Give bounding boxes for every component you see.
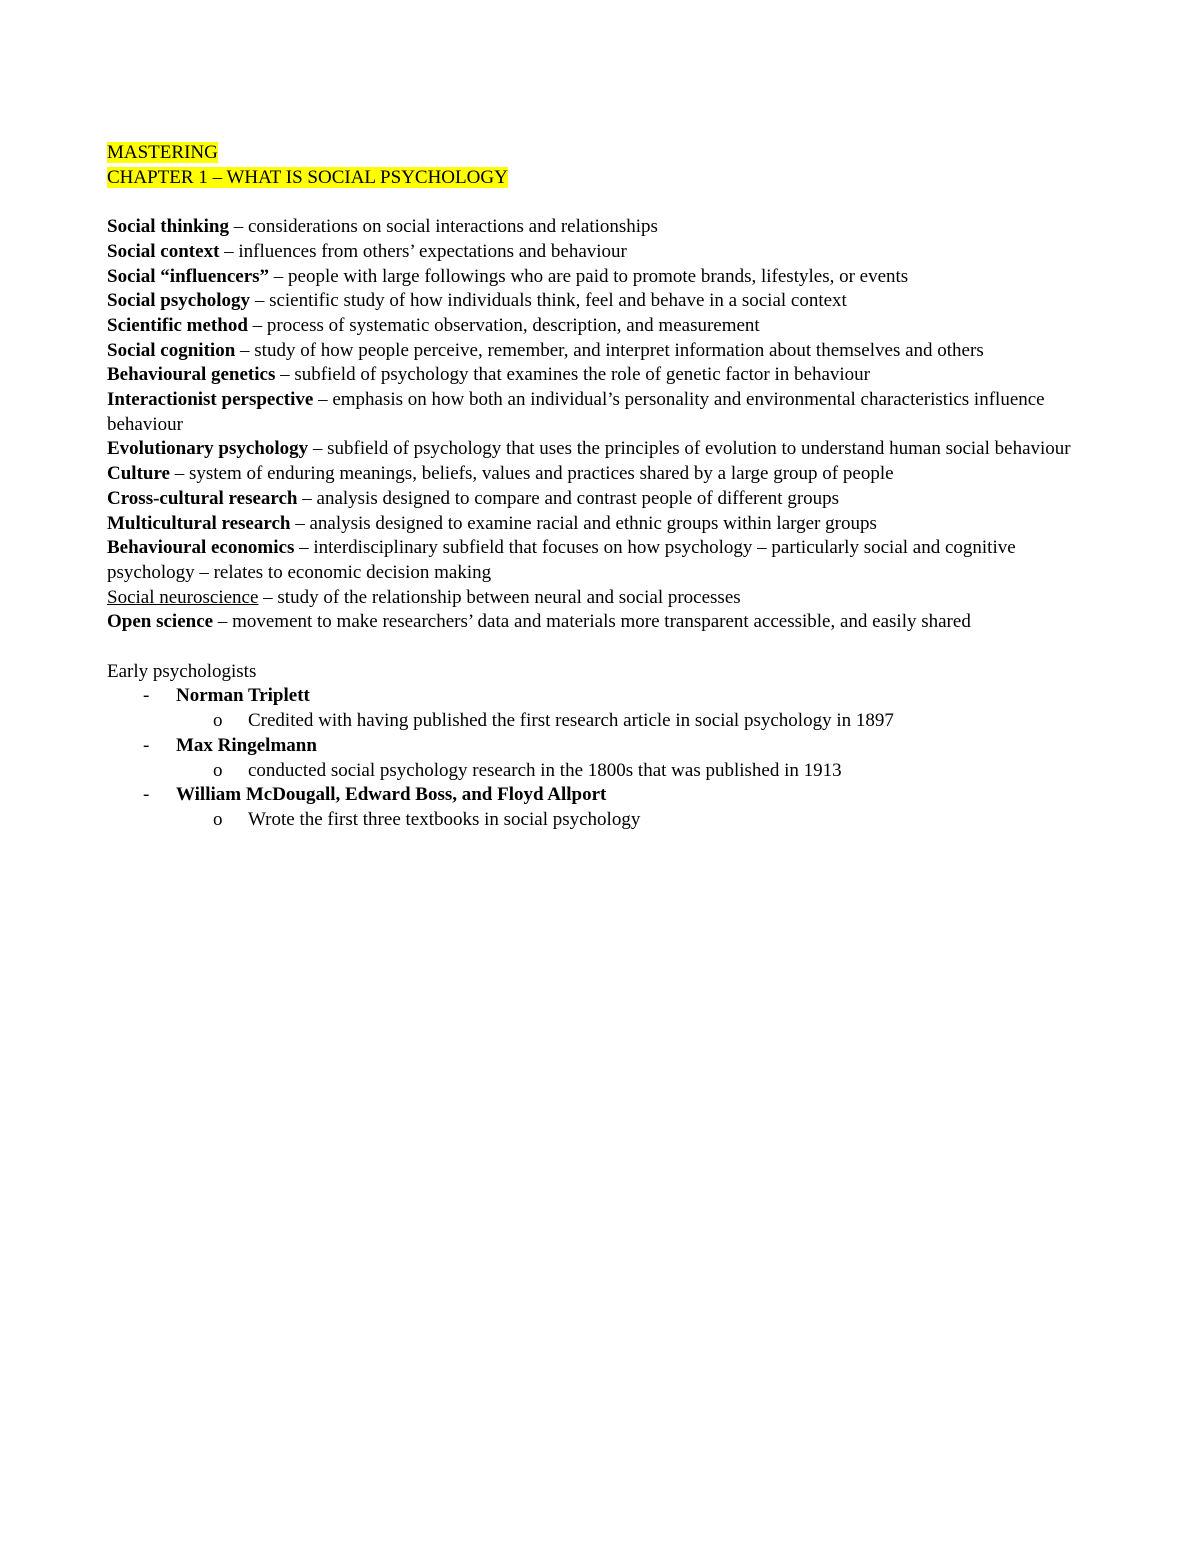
definition-text: subfield of psychology that examines the role of genetic factor in behaviour <box>294 364 870 386</box>
blank-line <box>107 635 1097 660</box>
list-item-person <box>107 783 1097 808</box>
definition-text: study of how people perceive, remember, and interpret information about themselves and others <box>254 339 984 361</box>
list-item-person <box>107 684 1097 709</box>
early-psychologists-title: Early psychologists <box>107 660 257 682</box>
definition-social-neuroscience <box>107 586 1097 611</box>
separator: – <box>224 240 239 262</box>
separator: – <box>312 438 328 460</box>
term: Multicultural research <box>107 512 291 534</box>
separator: – <box>235 339 255 361</box>
circle-bullet-icon: o <box>213 710 223 732</box>
person-name: Norman Triplett <box>176 685 310 707</box>
separator: – <box>213 611 233 633</box>
definition-text: subfield of psychology that uses the principles of evolution to understand human social behaviour <box>327 438 1071 460</box>
definition-behavioural-genetics <box>107 363 1097 388</box>
term: Social “influencers” <box>107 265 274 287</box>
definition-culture <box>107 462 1097 487</box>
definition-scientific-method <box>107 314 1097 339</box>
term: Behavioural economics <box>107 537 295 559</box>
definition-text: scientific study of how individuals think, feel and behave in a social context <box>269 290 847 312</box>
definition-interactionist-perspective <box>107 388 1097 437</box>
term: Interactionist perspective <box>107 389 314 411</box>
separator: – <box>302 487 317 509</box>
definition-social-context <box>107 240 1097 265</box>
document-page <box>107 141 1097 833</box>
definition-text: considerations on social interactions and relationships <box>247 216 658 238</box>
definition-social-thinking <box>107 215 1097 240</box>
heading-mastering: MASTERING <box>107 142 218 163</box>
list-item-person <box>107 734 1097 759</box>
person-name: Max Ringelmann <box>176 734 317 756</box>
definition-text: analysis designed to examine racial and ethnic groups within larger groups <box>309 512 877 534</box>
dash-bullet-icon: - <box>143 685 150 707</box>
definition-text: interdisciplinary subfield that focuses on how psychology – particularly social and cognitive psychology – relates to economic decision making <box>107 537 1016 583</box>
definition-evolutionary-psychology <box>107 437 1097 462</box>
separator: – <box>169 463 189 485</box>
list-subitem-note <box>107 759 1097 784</box>
term: Evolutionary psychology <box>107 438 313 460</box>
separator: – <box>258 586 278 608</box>
term: Open science <box>107 611 214 633</box>
definition-text: emphasis on how both an individual’s personality and environmental characteristics influence behaviour <box>107 389 1045 435</box>
definition-social-cognition <box>107 339 1097 364</box>
definition-text: influences from others’ expectations and behaviour <box>238 240 627 262</box>
separator: – <box>313 389 333 411</box>
definition-text: movement to make researchers’ data and materials more transparent accessible, and easily shared <box>232 611 971 633</box>
definition-text: process of systematic observation, description, and measurement <box>266 314 760 336</box>
list-subitem-note <box>107 709 1097 734</box>
definition-multicultural-research <box>107 512 1097 537</box>
doc-heading-2 <box>107 166 1097 191</box>
term: Culture <box>107 463 170 485</box>
person-name: William McDougall, Edward Boss, and Floyd Allport <box>176 784 607 806</box>
definition-behavioural-economics <box>107 536 1097 585</box>
blank-line <box>107 190 1097 215</box>
definition-text: analysis designed to compare and contrast people of different groups <box>316 487 840 509</box>
separator: – <box>233 216 248 238</box>
definition-open-science <box>107 610 1097 635</box>
definition-social-influencers <box>107 265 1097 290</box>
circle-bullet-icon: o <box>213 808 223 830</box>
definition-social-psychology <box>107 289 1097 314</box>
list-subitem-note <box>107 808 1097 833</box>
term: Behavioural genetics <box>107 364 276 386</box>
separator: – <box>247 314 267 336</box>
circle-bullet-icon: o <box>213 759 223 781</box>
term: Social thinking <box>107 216 234 238</box>
dash-bullet-icon: - <box>143 734 150 756</box>
definition-text: system of enduring meanings, beliefs, values and practices shared by a large group of people <box>188 463 894 485</box>
term: Social context <box>107 240 225 262</box>
separator: – <box>294 537 314 559</box>
doc-heading-1 <box>107 141 1097 166</box>
term: Scientific method <box>107 314 248 336</box>
person-note: conducted social psychology research in the 1800s that was published in 1913 <box>248 759 842 781</box>
separator: – <box>275 364 295 386</box>
separator: – <box>273 265 289 287</box>
term: Social neuroscience <box>107 586 259 608</box>
dash-bullet-icon: - <box>143 784 150 806</box>
definition-cross-cultural-research <box>107 487 1097 512</box>
separator: – <box>250 290 270 312</box>
person-note: Credited with having published the first research article in social psychology in 1897 <box>248 710 894 732</box>
term: Cross-cultural research <box>107 487 303 509</box>
person-note: Wrote the first three textbooks in social psychology <box>248 808 641 830</box>
separator: – <box>290 512 310 534</box>
definition-text: study of the relationship between neural and social processes <box>277 586 741 608</box>
definition-text: people with large followings who are paid to promote brands, lifestyles, or events <box>288 265 909 287</box>
term: Social cognition <box>107 339 236 361</box>
heading-chapter: CHAPTER 1 – WHAT IS SOCIAL PSYCHOLOGY <box>107 166 508 188</box>
term: Social psychology <box>107 290 251 312</box>
